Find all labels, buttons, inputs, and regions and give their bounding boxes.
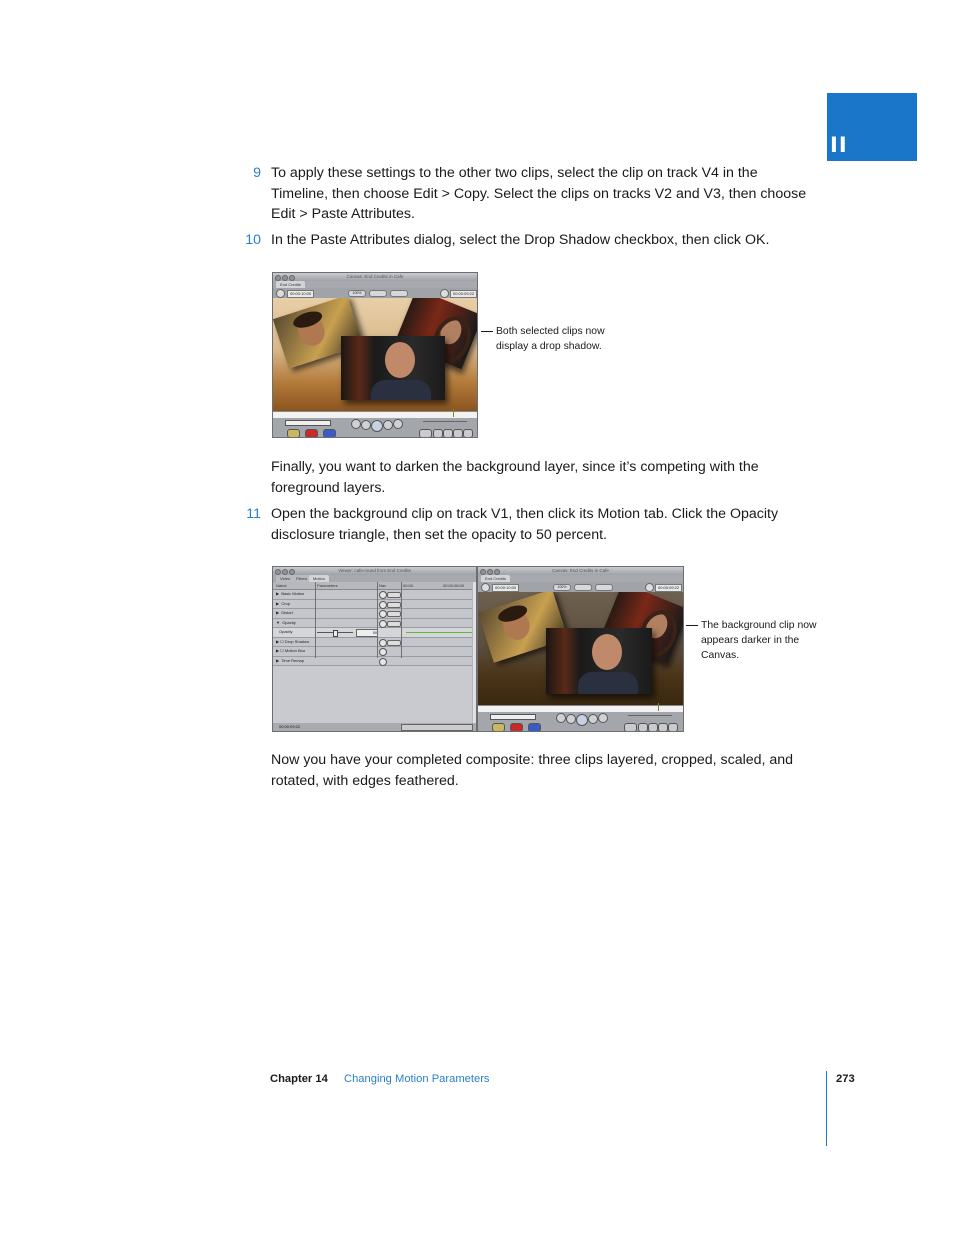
table-row-crop[interactable]: ▶ Crop (273, 600, 472, 610)
horizontal-scrollbar[interactable] (401, 724, 473, 731)
canvas-title: Canvas: End Credits in Cafe (552, 568, 609, 573)
transport-controls (273, 418, 477, 437)
callout-1 (481, 324, 621, 354)
tab-motion[interactable]: Motion (309, 575, 329, 582)
step-text: Open the background clip on track V1, then click its Motion tab. Click the Opacity disclosure triangle, then set the opacity to 50 percent. (271, 506, 779, 543)
viewer-title: Viewer: cafe-round from End Credits (338, 568, 411, 573)
canvas-window-2 (477, 566, 684, 732)
next-edit-button[interactable] (393, 419, 403, 429)
step-text: In the Paste Attributes dialog, select the Drop Shadow checkbox, then click OK. (271, 232, 770, 248)
shuttle-control[interactable] (490, 714, 536, 720)
canvas-video (478, 592, 683, 705)
opacity-value-field[interactable]: 50 (356, 629, 378, 637)
replace-button[interactable] (528, 723, 541, 732)
shuttle-icon[interactable] (645, 583, 654, 592)
timecode-current[interactable]: 00:00:09:22 (655, 584, 682, 592)
page-number: 273 (836, 1073, 855, 1085)
viewer-tabs (273, 575, 476, 582)
add-marker-button[interactable] (658, 723, 668, 732)
transport-controls (478, 712, 683, 731)
view-popup[interactable] (574, 584, 592, 591)
add-marker-button[interactable] (453, 429, 463, 438)
step-number: 10 (245, 232, 261, 248)
overlay-popup[interactable] (595, 584, 613, 591)
paragraph: Finally, you want to darken the background layer, since it’s competing with the foreground layers. (271, 459, 759, 496)
step-11 (240, 504, 810, 545)
canvas-titlebar (478, 567, 683, 575)
opacity-slider-thumb[interactable] (333, 630, 338, 637)
mark-in-button[interactable] (668, 723, 678, 732)
insert-button[interactable] (492, 723, 505, 732)
clip-man-center (546, 628, 652, 694)
table-row-time-remap[interactable]: ▶ Time Remap (273, 657, 472, 667)
add-keyframe-button[interactable] (443, 429, 453, 438)
step-9 (240, 163, 810, 225)
insert-button[interactable] (287, 429, 300, 438)
table-row-drop-shadow[interactable]: ▶ ☐ Drop Shadow (273, 638, 472, 648)
callout-text: Both selected clips now display a drop shadow. (496, 326, 605, 352)
callout-2 (686, 618, 826, 663)
tab-video[interactable]: Video (276, 575, 294, 582)
paragraph: Now you have your completed composite: three clips layered, cropped, scaled, and rotated, with edges feathered. (271, 752, 794, 789)
canvas-titlebar (273, 273, 477, 281)
timecode-current[interactable]: 00:00:09:22 (450, 290, 477, 298)
zoom-popup[interactable]: 100% (348, 290, 366, 297)
vertical-scrollbar[interactable] (473, 582, 476, 723)
overlay-popup[interactable] (390, 290, 408, 297)
timecode-duration[interactable]: 00:00:10:00 (492, 584, 519, 592)
play-in-out-button[interactable] (361, 420, 371, 430)
section-tab-label: II (830, 133, 848, 157)
footer-divider (826, 1071, 827, 1146)
jog-slider[interactable] (628, 715, 672, 716)
canvas-video (273, 298, 477, 411)
viewer-titlebar (273, 567, 476, 575)
step-number: 9 (253, 165, 261, 181)
table-row-opacity[interactable]: ▼ Opacity (273, 619, 472, 629)
viewer-timecode: 00:00:09:22 (279, 724, 301, 729)
footer-chapter: Chapter 14 (270, 1073, 328, 1085)
zoom-popup[interactable]: 100% (553, 584, 571, 591)
mark-in-button[interactable] (463, 429, 473, 438)
play-around-button[interactable] (383, 420, 393, 430)
timecode-duration[interactable]: 00:00:10:00 (287, 290, 314, 298)
play-button[interactable] (576, 714, 588, 726)
overwrite-button[interactable] (305, 429, 318, 438)
canvas-window (272, 272, 478, 438)
footer-chapter-title: Changing Motion Parameters (344, 1073, 490, 1085)
previous-edit-button[interactable] (556, 713, 566, 723)
canvas-title: Canvas: End Credits in Cafe (346, 274, 404, 279)
replace-button[interactable] (323, 429, 336, 438)
tab-end-credits[interactable]: End Credits (481, 575, 510, 582)
overwrite-button[interactable] (510, 723, 523, 732)
table-header: Name Parameters Nav 00:00 00:00:06:00 (273, 582, 472, 590)
section-tab (827, 93, 917, 161)
jog-slider[interactable] (423, 421, 467, 422)
shuttle-icon[interactable] (440, 289, 449, 298)
table-row-distort[interactable]: ▶ Distort (273, 609, 472, 619)
step-number: 11 (246, 506, 261, 522)
table-row-basic-motion[interactable]: ▶ Basic Motion (273, 590, 472, 600)
scrubber-bar[interactable] (273, 411, 477, 418)
jog-icon[interactable] (276, 289, 285, 298)
mark-clip-button[interactable] (433, 429, 443, 438)
play-button[interactable] (371, 420, 383, 432)
viewer-window (272, 566, 477, 732)
motion-parameters-table (273, 582, 472, 723)
table-row-motion-blur[interactable]: ▶ ☐ Motion Blur (273, 647, 472, 657)
view-popup[interactable] (369, 290, 387, 297)
step-text: To apply these settings to the other two clips, select the clip on track V4 in the Timeline, then choose Edit > Copy. Select the clips on tracks V2 and V3, then choose Edit > Paste Attributes. (271, 165, 807, 222)
table-row-opacity-value: Opacity 50 (273, 628, 472, 638)
tab-end-credits[interactable]: End Credits (276, 281, 305, 288)
canvas-controls (273, 288, 477, 298)
add-keyframe-button[interactable] (648, 723, 658, 732)
next-edit-button[interactable] (598, 713, 608, 723)
scrubber-bar[interactable] (478, 705, 683, 712)
canvas-controls (478, 582, 683, 592)
previous-edit-button[interactable] (351, 419, 361, 429)
clip-man-center (341, 336, 445, 400)
callout-text: The background clip now appears darker in the Canvas. (701, 620, 817, 661)
step-10 (240, 230, 810, 251)
match-frame-button[interactable] (419, 429, 432, 438)
tab-filters[interactable]: Filters (292, 575, 311, 582)
shuttle-control[interactable] (285, 420, 331, 426)
play-around-button[interactable] (588, 714, 598, 724)
match-frame-button[interactable] (624, 723, 637, 732)
viewer-status-bar (273, 723, 476, 731)
play-in-out-button[interactable] (566, 714, 576, 724)
mark-clip-button[interactable] (638, 723, 648, 732)
jog-icon[interactable] (481, 583, 490, 592)
